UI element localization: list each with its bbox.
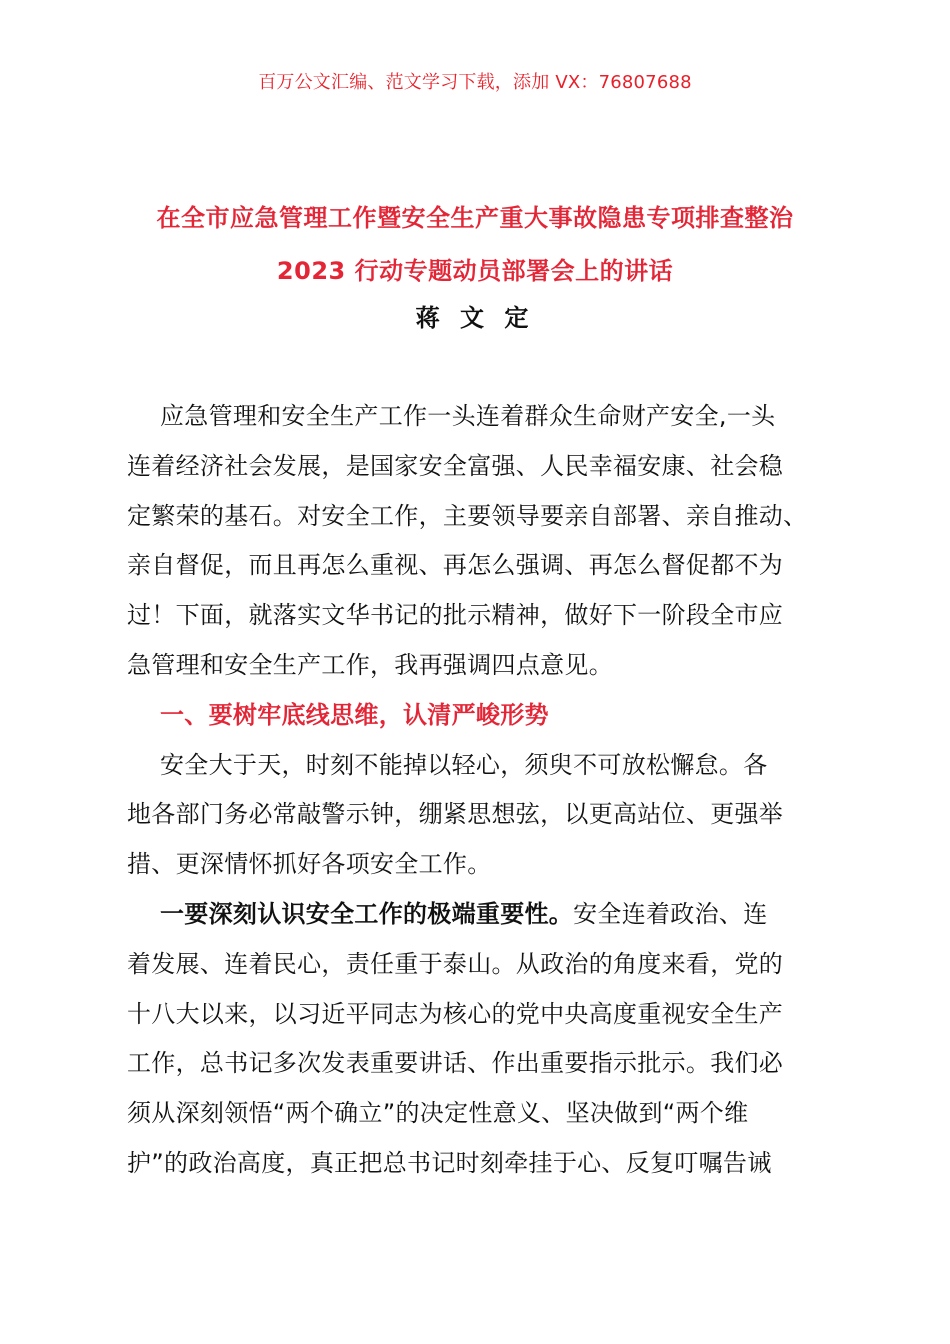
header-watermark-note: 百万公文汇编、范文学习下载，添加 VX：76807688 bbox=[258, 72, 692, 93]
paragraph-2-line: 地各部门务必常敲警示钟，绷紧思想弦，以更高站位、更强举 bbox=[127, 800, 784, 829]
paragraph-3-line: 着发展、连着民心，责任重于泰山。从政治的角度来看，党的 bbox=[127, 949, 784, 978]
title-line-2: 2023 行动专题动员部署会上的讲话 bbox=[276, 257, 674, 285]
paragraph-1-line: 连着经济社会发展，是国家安全富强、人民幸福安康、社会稳 bbox=[127, 451, 784, 480]
paragraph-1-line: 定繁荣的基石。对安全工作，主要领导要亲自部署、亲自推动、 bbox=[127, 501, 808, 530]
paragraph-1-line: 亲自督促，而且再怎么重视、再怎么强调、再怎么督促都不为 bbox=[127, 551, 784, 580]
paragraph-3-first-line bbox=[127, 890, 827, 940]
paragraph-3-first-line-rest: 安全连着政治、连 bbox=[573, 899, 768, 928]
section-1-heading: 一、要树牢底线思维，认清严峻形势 bbox=[160, 700, 549, 729]
paragraph-2-line: 安全大于天，时刻不能掉以轻心，须臾不可放松懈怠。各 bbox=[160, 750, 768, 779]
paragraph-2-line: 措、更深情怀抓好各项安全工作。 bbox=[127, 850, 492, 879]
paragraph-1-line: 应急管理和安全生产工作一头连着群众生命财产安全,一头 bbox=[160, 402, 776, 430]
title-line-1: 在全市应急管理工作暨安全生产重大事故隐患专项排查整治 bbox=[156, 204, 794, 232]
paragraph-3-line: 工作，总书记多次发表重要讲话、作出重要指示批示。我们必 bbox=[127, 1049, 784, 1078]
paragraph-3-lead: 一要深刻认识安全工作的极端重要性。 bbox=[160, 899, 574, 928]
paragraph-3-line: 须从深刻领悟“两个确立”的决定性意义、坚决做到“两个维 bbox=[127, 1099, 749, 1128]
paragraph-3-line: 十八大以来，以习近平同志为核心的党中央高度重视安全生产 bbox=[127, 999, 784, 1028]
body-paragraphs bbox=[127, 392, 827, 1189]
paragraph-1-line: 急管理和安全生产工作，我再强调四点意见。 bbox=[127, 650, 613, 679]
author-name: 蒋 文 定 bbox=[415, 304, 535, 332]
paragraph-1-line: 过！下面，就落实文华书记的批示精神，做好下一阶段全市应 bbox=[127, 601, 784, 630]
paragraph-3-line: 护”的政治高度，真正把总书记时刻牵挂于心、反复叮嘱告诫 bbox=[127, 1148, 772, 1177]
